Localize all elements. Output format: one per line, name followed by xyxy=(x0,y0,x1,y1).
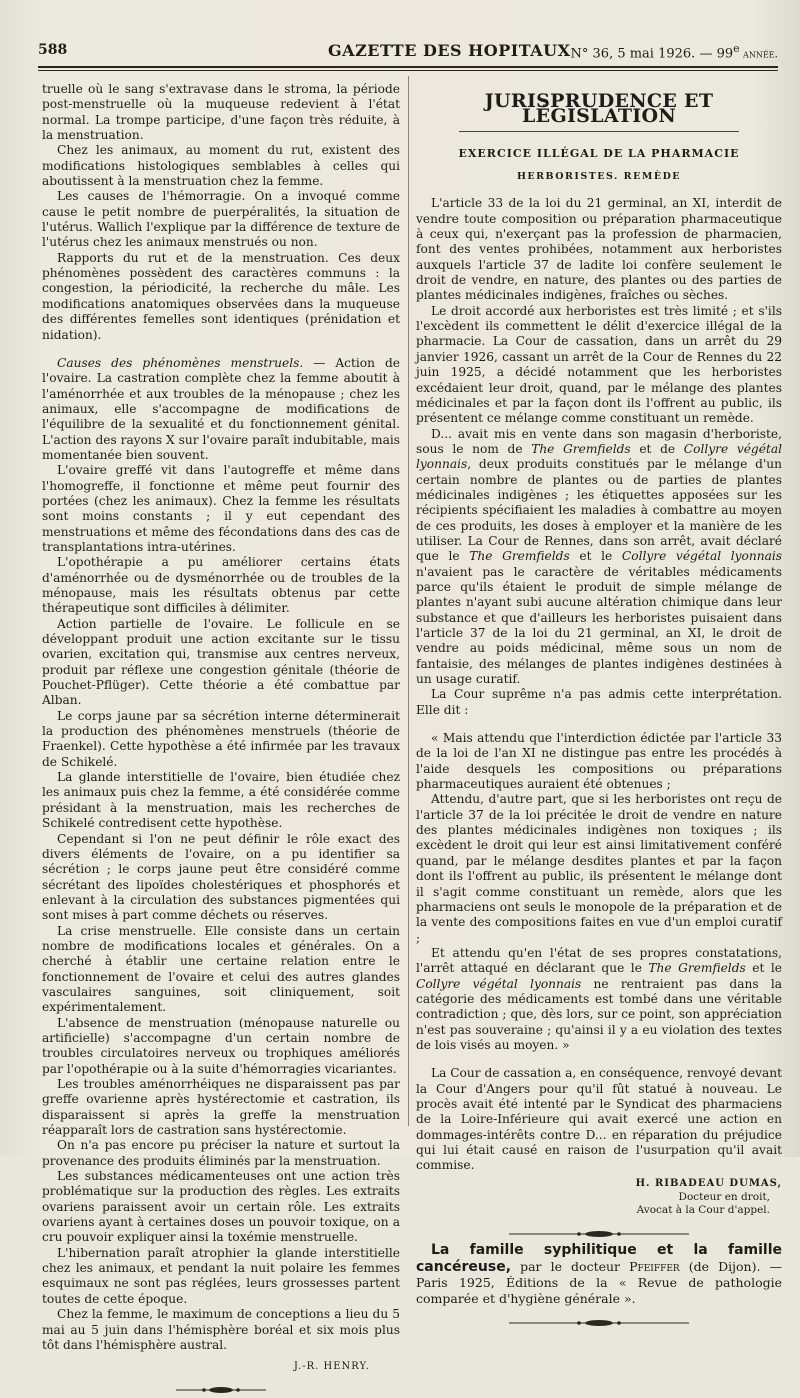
ornament-icon xyxy=(176,1386,266,1394)
column-divider xyxy=(408,76,409,1126)
paragraph-text: n'avaient pas le caractère de véritables médicaments parce qu'ils étaient le produit de simple mélange de plantes n'ayant subi aucune altération chimique dans leur substance et que d'ailleurs les herboristes puisaient dans l'article 37 de la loi du 21 germinal, an XI, le droit de vendre au poids médicinal, même sous un nom de fantaisie, des mélanges de plantes indigènes destinées à un usage curatif. xyxy=(416,564,782,687)
product-name: Collyre végétal lyonnais xyxy=(416,976,582,991)
ornament-divider xyxy=(42,1383,400,1398)
paragraph-text: — Action de l'ovaire. La castration complète chez la femme aboutit à l'aménorrhée et aux troubles de la ménopause ; chez les animaux, elle s'accompagne de modifications de l'équilibre de la sexualité et du fonctionnement génital. L'action des rayons X sur l'ovaire paraît indubitable, mais momentanée bien souvent. xyxy=(42,355,400,462)
paragraph-text: et le xyxy=(569,549,622,564)
paragraph: L'absence de menstruation (ménopause naturelle ou artificielle) s'accompagne d'un certain nombre de troubles circulatoires nerveux ou trophiques améliorés par l'opothérapie ou à la suite d'hémorragies vicariantes. xyxy=(42,1015,400,1076)
issue-year-label: année. xyxy=(739,47,778,61)
ornament-divider xyxy=(416,1227,782,1242)
ornament-divider xyxy=(416,1316,782,1331)
paragraph: Chez les animaux, au moment du rut, existent des modifications histologiques semblables à celles qui aboutissent à la menstruation chez la femme. xyxy=(42,143,400,189)
paragraph: truelle où le sang s'extravase dans le stroma, la période post-menstruelle où la muqueuse redevient à l'état normal. La trompe participe, d'une façon très réduite, à la menstruation. xyxy=(42,82,400,143)
product-name: Collyre végétal lyonnais xyxy=(416,441,783,472)
paragraph-text: par le docteur xyxy=(511,1258,630,1274)
author-title: Docteur en droit, xyxy=(678,1191,770,1204)
paragraph-text: , deux produits constitués par le mélange d'un certain nombre de plantes ou de parties de plantes médicinales indigènes ; les étiquettes apposées sur les récipients spécifiaient les maladies à combattre au moyen de ces produits, les doses à employer et la manière de les utiliser. La Cour de Rennes, dans son arrêt, avait déclaré que le xyxy=(416,457,782,564)
paragraph: Rapports du rut et de la menstruation. Ces deux phénomènes possèdent des caractères communs : la congestion, la périodicité, la recherche du mâle. Les modifications anatomiques observées dans la muqueuse des différentes femelles sont identiques (prénidation et nidation). xyxy=(42,250,400,342)
paragraph-text: ne rentraient pas dans la catégorie des médicaments est tombé dans une véritable contradiction ; que, dès lors, sur ce point, son appréciation n'est pas souveraine ; qu'ainsi il y a eu violation des textes de lois visés au moyen. » xyxy=(416,976,782,1052)
paragraph xyxy=(416,427,782,688)
paragraph xyxy=(42,356,400,463)
paragraph: Action partielle de l'ovaire. Le follicule en se développant produit une action excitante sur le tissu ovarien, excitation qui, transmise aux centres nerveux, produit par réflexe une congestion génitale (théorie de Pouchet-Pflüger). Cette théorie a été combattue par Alban. xyxy=(42,616,400,708)
paragraph: Les substances médicamenteuses ont une action très problématique sur la production des règles. Les extraits ovariens paraissent avoir un certain rôle. Les extraits ovariens ayant à certaines doses un pouvoir toxique, on a cru pouvoir expliquer ainsi la toxémie menstruelle. xyxy=(42,1169,400,1245)
paragraph-text: et de xyxy=(630,441,684,456)
paragraph: Le droit accordé aux herboristes est très limité ; et s'ils l'excèdent ils commettent le délit d'exercice illégal de la pharmacie. La Cour de cassation, dans un arrêt du 29 janvier 1926, cassant un arrêt de la Cour de Rennes du 22 juin 1925, a décidé notamment que les herboristes excédaient leur droit, quand, par le mélange des plantes médicinales et par la façon dont ils l'offrent au public, ils présentent ce mélange comme constituant un remède. xyxy=(416,303,782,426)
product-name: The Gremfields xyxy=(648,961,746,976)
page-header xyxy=(38,42,778,66)
paragraph: L'opothérapie a pu améliorer certains états d'aménorrhée ou de dysménorrhée ou de troubles de la ménopause, mais les résultats obtenus par cette thérapeutique sont difficiles à délimiter. xyxy=(42,555,400,616)
paragraph: Les causes de l'hémorragie. On a invoqué comme cause le petit nombre de puerpéralités, la situation de l'utérus. Wallich l'explique par la différence de texture de l'utérus chez les animaux menstrués ou non. xyxy=(42,189,400,250)
spacer xyxy=(42,343,400,356)
paragraph: L'article 33 de la loi du 21 germinal, an XI, interdit de vendre toute composition ou préparation pharmaceutique à ceux qui, n'exerçant pas la profession de pharmacien, font des ventes prohibées, notamment aux herboristes auxquels l'article 37 de ladite loi confère seulement le droit de vendre, en nature, des plantes ou des parties de plantes médicinales indigènes, fraîches ou sèches. xyxy=(416,196,782,303)
paragraph: La Cour de cassation a, en conséquence, renvoyé devant la Cour d'Angers pour qu'il fût statué à nouveau. Le procès avait été intenté par le Syndicat des pharmaciens de la Loire-Inférieure qui avait exercé une action en dommages-intérêts contre D... en réparation du préjudice qui lui était causé en raison de l'usurpation qu'il avait commise. xyxy=(416,1066,782,1173)
paragraph: La crise menstruelle. Elle consiste dans un certain nombre de modifications locales et générales. On a cherché à établir une certaine relation entre le fonctionnement de l'ovaire et celui des autres glandes vasculaires sanguines, soit cliniquement, soit expérimentalement. xyxy=(42,923,400,1015)
quote-paragraph: « Mais attendu que l'interdiction édictée par l'article 33 de la loi de l'an XI ne distingue pas entre les procédés à l'aide desquels les compositions ou préparations pharmaceutiques auraient été obtenues ; xyxy=(416,731,782,792)
paragraph: On n'a pas encore pu préciser la nature et surtout la provenance des produits éliminés par la menstruation. xyxy=(42,1138,400,1168)
ornament-icon xyxy=(509,1319,689,1327)
issue-info xyxy=(571,42,778,61)
product-name: Collyre végétal lyonnais xyxy=(621,549,782,564)
paragraph: L'hibernation paraît atrophier la glande interstitielle chez les animaux, et pendant la nuit polaire les femmes esquimaux ne sont pas réglées, leurs grossesses partent toutes de cette époque. xyxy=(42,1245,400,1306)
section-rule xyxy=(459,131,739,132)
paragraph: L'ovaire greffé vit dans l'autogreffe et même dans l'homogreffe, il fonctionne et même peut fournir des portées (chez les animaux). Chez la femme les résultats sont moins constants ; il y eut cependant des menstruations et même des fécondations dans des cas de transplantations intra-utérines. xyxy=(42,463,400,554)
article-signature: J.-R. HENRY. xyxy=(293,1361,370,1373)
author-name: H. RIBADEAU DUMAS, xyxy=(635,1177,782,1189)
paragraph: Le corps jaune par sa sécrétion interne déterminerait la production des phénomènes menstruels (théorie de Fraenkel). Cette hypothèse a été infirmée par les travaux de Schikelé. xyxy=(42,708,400,769)
paragraph: La Cour suprême n'a pas admis cette interprétation. Elle dit : xyxy=(416,687,782,717)
section-heading-italic: Causes des phénomènes menstruels. xyxy=(57,355,304,370)
article-subtitle: EXERCICE ILLÉGAL DE LA PHARMACIE xyxy=(458,146,740,160)
header-rule-thin xyxy=(38,70,778,71)
issue-sup: e xyxy=(733,42,740,55)
paragraph: Chez la femme, le maximum de conceptions a lieu du 5 mai au 5 juin dans l'hémisphère boréal et six mois plus tôt dans l'hémisphère austral. xyxy=(42,1307,400,1352)
left-column-article xyxy=(42,82,400,1398)
spacer xyxy=(416,1053,782,1066)
article-subheading: HERBORISTES. REMÈDE xyxy=(516,171,682,183)
paragraph: Cependant si l'on ne peut définir le rôle exact des divers éléments de l'ovaire, on a pu identifier sa sécrétion ; le corps jaune peut être considéré comme sécrétant des lipoïdes cholestériques et phosphorés et enlevant à la circulation des substances pigmentées qui sont mises à part comme déchets ou réserves. xyxy=(42,831,400,923)
paragraph: Les troubles aménorrhéiques ne disparaissent pas par greffe ovarienne après hystérectomie et castration, ils disparaissent si après la greffe la menstruation réapparaît lors de castration sans hystérectomie. xyxy=(42,1077,400,1138)
author-title: Avocat à la Cour d'appel. xyxy=(636,1204,770,1217)
header-rule xyxy=(38,66,778,68)
quote-paragraph: Attendu, d'autre part, que si les herboristes ont reçu de l'article 37 de la loi précitée le droit de vendre en nature des plantes médicinales indigènes non toxiques ; ils excèdent le droit qui leur est ainsi limitativement conféré quand, par le mélange desdites plantes et par la façon dont ils l'offrent au public, ils présentent le mélange dont il s'agit comme constituant un remède, alors que les pharmaciens ont seuls le monopole de la préparation et de la vente des compositions faites en vue d'un emploi curatif ; xyxy=(416,792,782,945)
journal-title: GAZETTE DES HOPITAUX xyxy=(328,41,571,60)
book-title: La famille syphilitique et la famille cancéreuse, xyxy=(416,1242,782,1275)
page-number: 588 xyxy=(38,42,68,58)
paragraph-text: et le xyxy=(745,961,783,976)
paragraph: La glande interstitielle de l'ovaire, bien étudiée chez les animaux puis chez la femme, a été considérée comme présidant à la menstruation, mais les recherches de Schikelé contredisent cette hypothèse. xyxy=(42,770,400,831)
spacer xyxy=(416,718,782,731)
paragraph-text: D... avait mis en vente dans son magasin d'herboriste, sous le nom de xyxy=(416,426,782,456)
author-name: Pfeiffer xyxy=(629,1258,680,1274)
product-name: The Gremfields xyxy=(531,441,631,456)
product-name: The Gremfields xyxy=(469,549,570,564)
author-signature xyxy=(416,1176,782,1217)
quote-paragraph xyxy=(416,946,782,1053)
court-quote xyxy=(416,731,782,1053)
paragraph-text: Et attendu qu'en l'état de ses propres constatations, l'arrêt attaqué en déclarant que le xyxy=(416,945,782,976)
section-title: JURISPRUDENCE ET LÉGISLATION xyxy=(484,90,714,128)
right-column-article xyxy=(416,82,782,1332)
issue-number-date: N° 36, 5 mai 1926. — 99 xyxy=(570,46,734,62)
book-notice xyxy=(416,1242,782,1306)
paragraph-text: (de Dijon). — Paris 1925, Éditions de la « Revue de pathologie comparée et d'hygiène générale ». xyxy=(416,1258,782,1306)
ornament-icon xyxy=(509,1230,689,1238)
